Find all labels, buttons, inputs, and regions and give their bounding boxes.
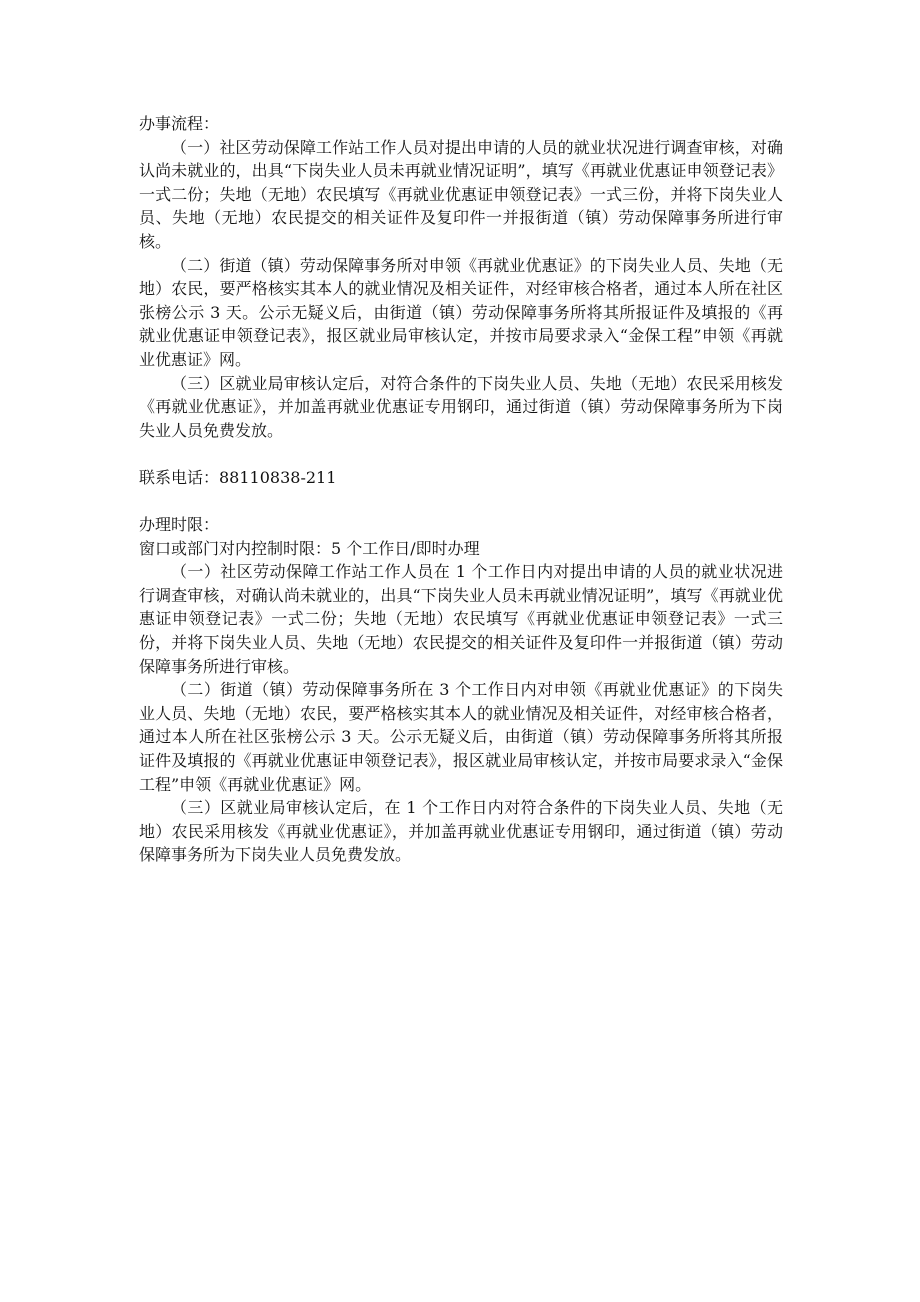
time-limit-subheading: 窗口或部门对内控制时限：5 个工作日/即时办理 — [139, 538, 480, 558]
process-paragraph-1: （一）社区劳动保障工作站工作人员对提出申请的人员的就业状况进行调查审核，对确认尚未就业的，出具“下岗失业人员未再就业情况证明”，填写《再就业优惠证申领登记表》一式二份；失地（无地）农民填写《再就业优惠证申领登记表》一式三份，并将下岗失业人员、失地（无地）农民提交的相关证件及复印件一并报街道（镇）劳动保障事务所进行审核。 — [139, 137, 783, 251]
time-limit-heading: 办理时限： — [139, 515, 220, 535]
time-limit-paragraph-1: （一）社区劳动保障工作站工作人员在 1 个工作日内对提出申请的人员的就业状况进行调查审核，对确认尚未就业的，出具“下岗失业人员未再就业情况证明”，填写《再就业优惠证申领登记表》一式二份；失地（无地）农民填写《再就业优惠证申领登记表》一式三份，并将下岗失业人员、失地（无地）农民提交的相关证件及复印件一并报街道（镇）劳动保障事务所进行审核。 — [139, 562, 783, 676]
document-page — [139, 112, 783, 867]
spacer — [139, 442, 783, 466]
process-heading: 办事流程： — [139, 114, 220, 133]
contact-phone: 联系电话：88110838-211 — [139, 467, 337, 487]
process-paragraph-3: （三）区就业局审核认定后，对符合条件的下岗失业人员、失地（无地）农民采用核发《再就业优惠证》，并加盖再就业优惠证专用钢印，通过街道（镇）劳动保障事务所为下岗失业人员免费发放。 — [139, 373, 783, 440]
process-paragraph-2: （二）街道（镇）劳动保障事务所对申领《再就业优惠证》的下岗失业人员、失地（无地）农民，要严格核实其本人的就业情况及相关证件，对经审核合格者，通过本人所在社区张榜公示 3 天。公示无疑义后，由街道（镇）劳动保障事务所将其所报证件及填报的《再就业优惠证申领登记表》，报区就业局审核认定，并按市局要求录入“金保工程”申领《再就业优惠证》网。 — [139, 255, 783, 369]
time-limit-paragraph-3: （三）区就业局审核认定后，在 1 个工作日内对符合条件的下岗失业人员、失地（无地）农民采用核发《再就业优惠证》，并加盖再就业优惠证专用钢印，通过街道（镇）劳动保障事务所为下岗失业人员免费发放。 — [139, 798, 783, 865]
time-limit-paragraph-2: （二）街道（镇）劳动保障事务所在 3 个工作日内对申领《再就业优惠证》的下岗失业人员、失地（无地）农民，要严格核实其本人的就业情况及相关证件，对经审核合格者，通过本人所在社区张榜公示 3 天。公示无疑义后，由街道（镇）劳动保障事务所将其所报证件及填报的《再就业优惠证申领登记表》，报区就业局审核认定，并按市局要求录入“金保工程”申领《再就业优惠证》网。 — [139, 680, 783, 794]
spacer — [139, 490, 783, 514]
